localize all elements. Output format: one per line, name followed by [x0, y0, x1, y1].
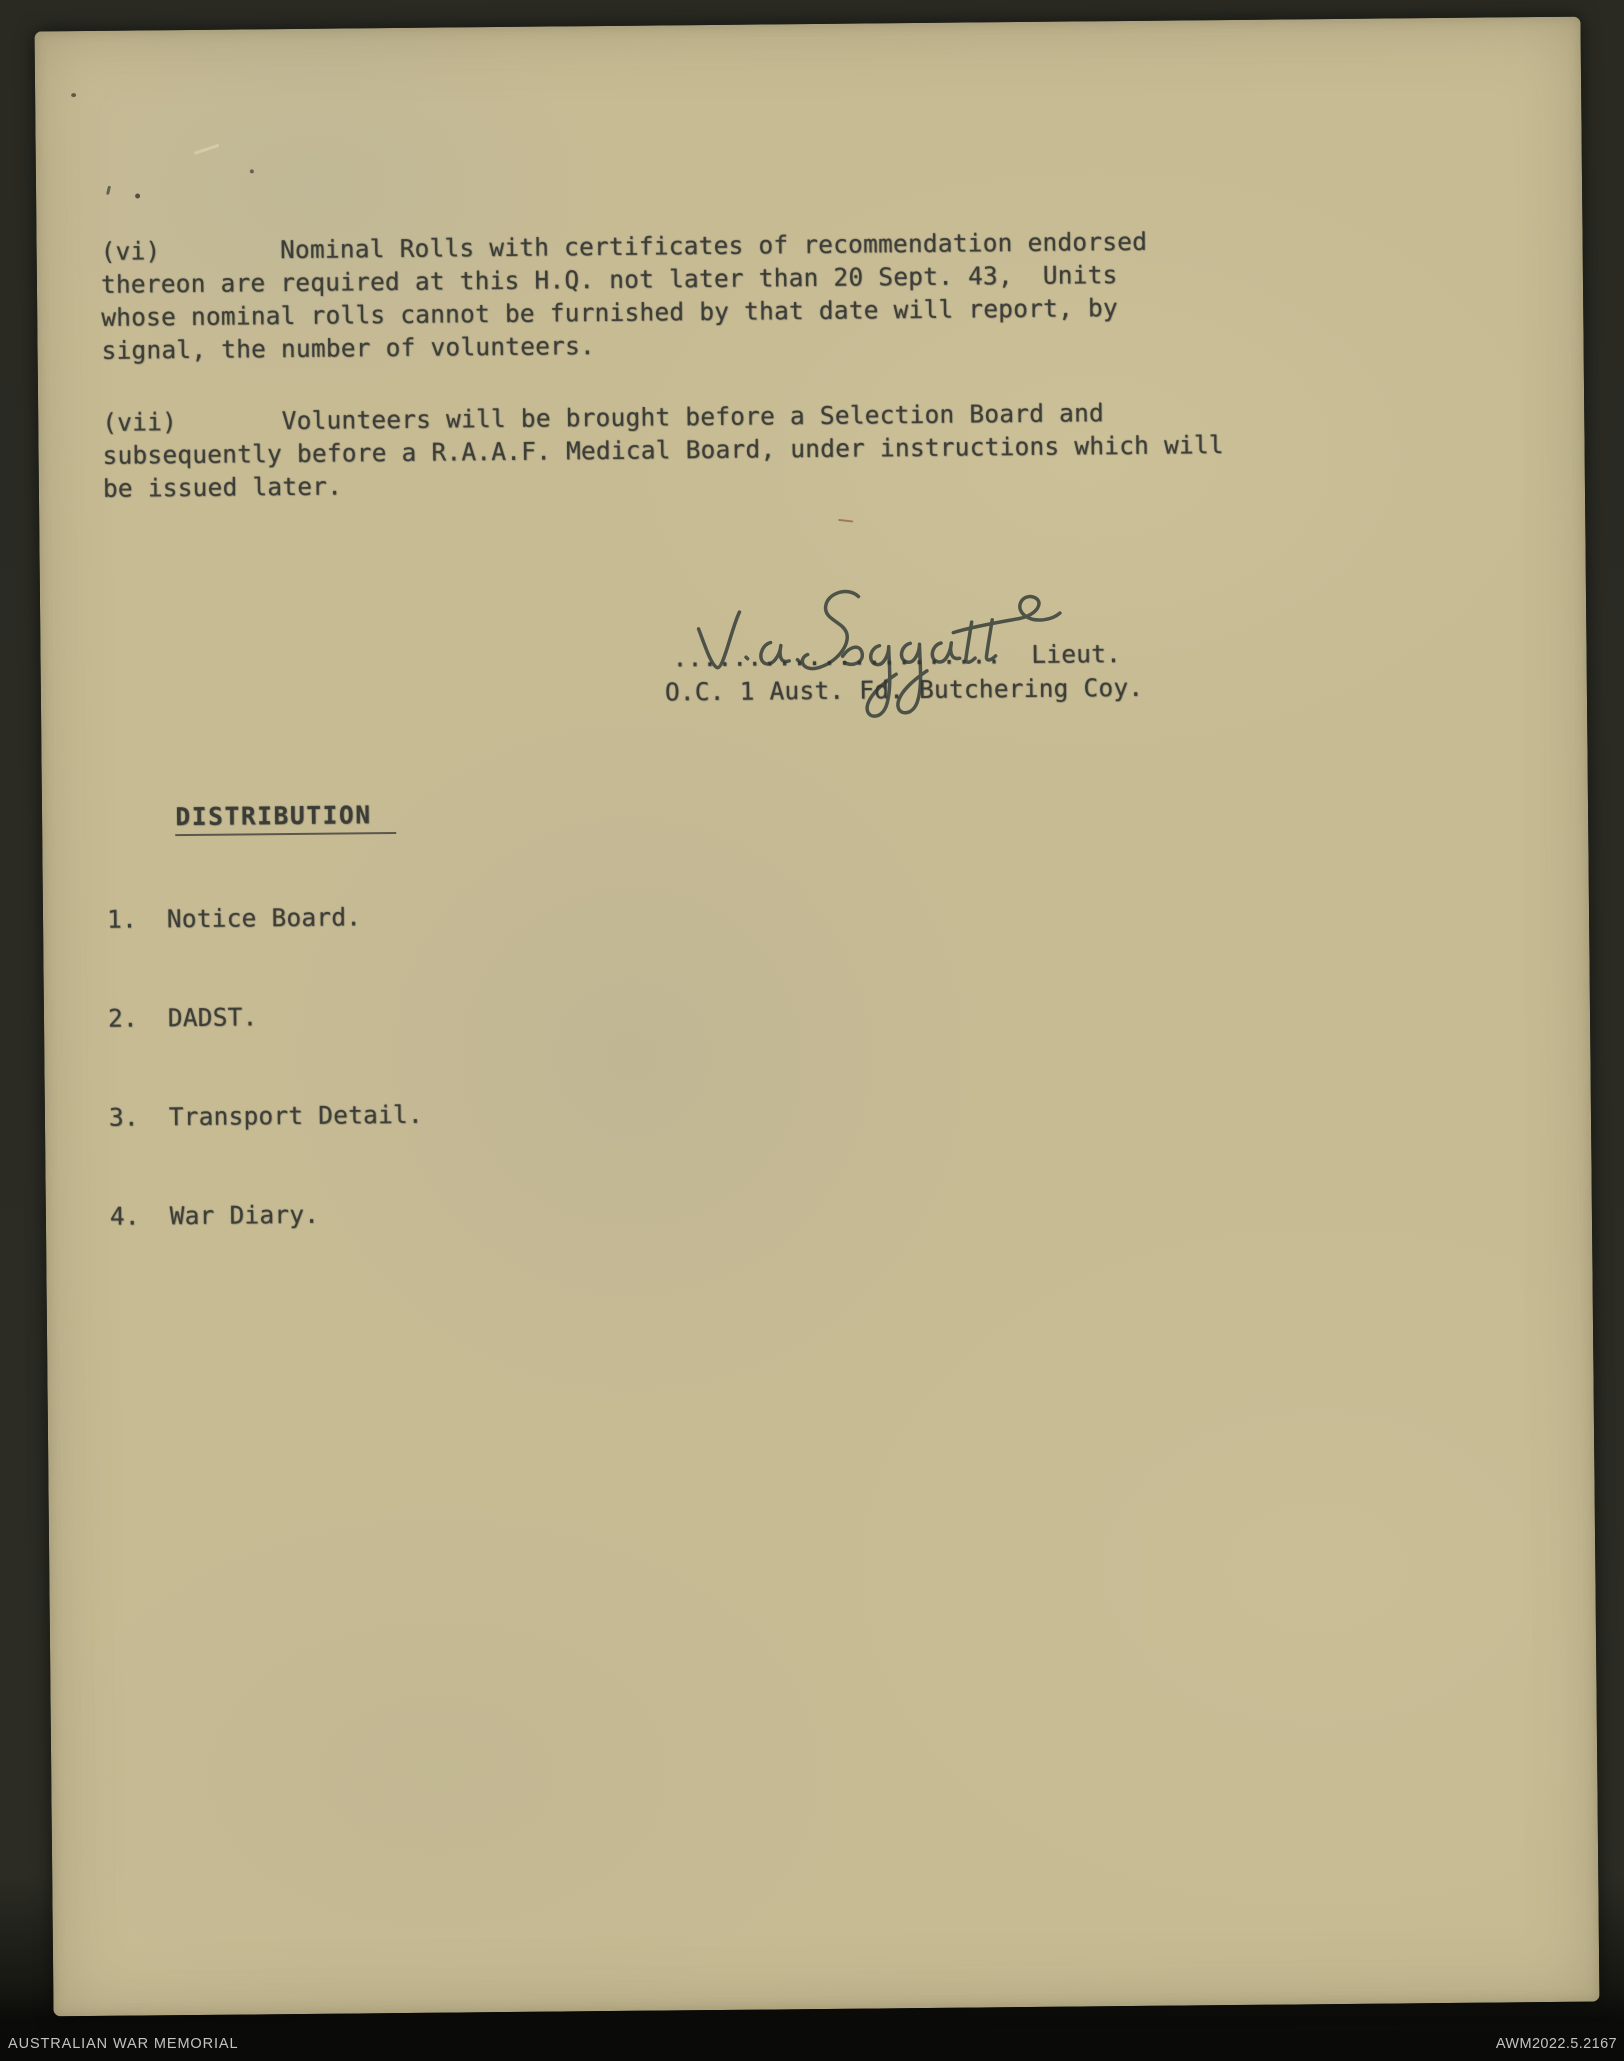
distribution-heading-label: DISTRIBUTION: [175, 800, 396, 836]
paper-scratch: [194, 144, 220, 155]
paper-speck: [71, 93, 76, 97]
paragraph-vii: (vii) Volunteers will be brought before a Selection Board and subsequently before a R.A.A.F. Medical Board, under instructions which will be issued later.: [102, 398, 1224, 503]
distribution-item-3: 3. Transport Detail.: [108, 1099, 424, 1132]
distribution-item-2: 2. DADST.: [107, 1002, 258, 1033]
paragraph-vi: (vi) Nominal Rolls with certificates of recommendation endorsed thereon are required at this H.Q. not later than 20 Sept. 43, Units whose nominal rolls cannot be furnished by that date will report, by signal, the number of volunteers.: [100, 226, 1148, 365]
paper-fiber-mark: [838, 519, 853, 523]
signature-title-line: O.C. 1 Aust. Fd. Butchering Coy.: [664, 672, 1144, 707]
distribution-list: [106, 834, 424, 1299]
scanned-document-page: [35, 17, 1600, 2017]
paper-speck: [135, 193, 140, 198]
distribution-item-1: 1. Notice Board.: [106, 902, 362, 934]
paper-speck: [106, 186, 111, 195]
signature-dotted-line: ...................... Lieut.: [672, 639, 1122, 673]
footer-archive-name: AUSTRALIAN WAR MEMORIAL: [8, 2036, 239, 2052]
distribution-item-4: 4. War Diary.: [109, 1199, 320, 1231]
paper-speck: [250, 169, 254, 173]
footer-catalogue-number: AWM2022.5.2167: [1495, 2036, 1617, 2052]
